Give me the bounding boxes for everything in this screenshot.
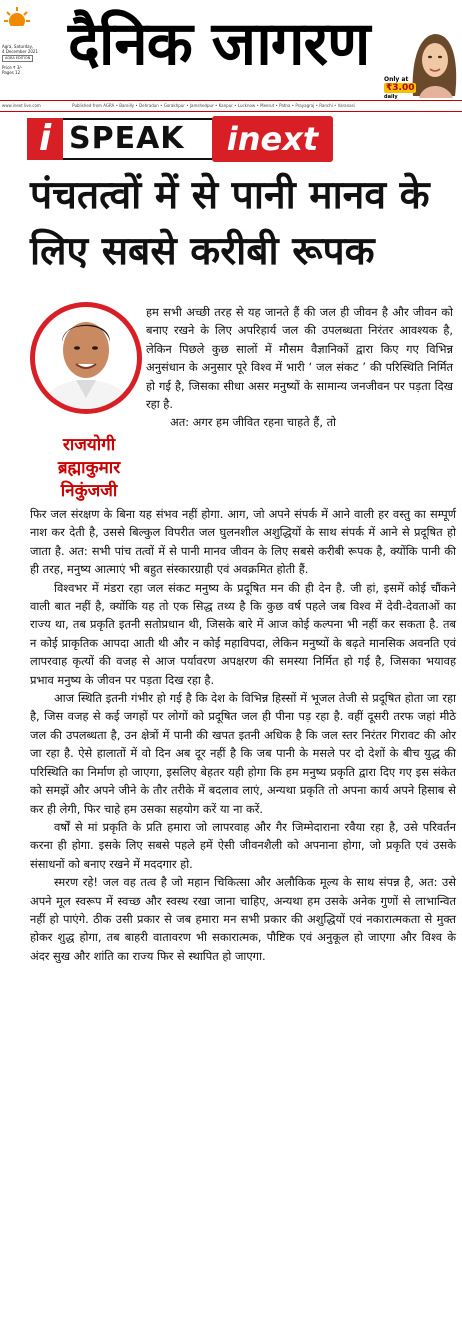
paragraph-5: वर्षों से मां प्रकृति के प्रति हमारा जो लापरवाह और गैर जिम्मेदाराना रवैया रहा है, उसे परिवर्तन करना ही होगा. इसके लिए सबसे पहले हमें ऐसी जीवनशैली को अपनाना होगा, जो प्रकृति एवं उसके संसाधनों को बनाए रखने में मददगार हो. [30, 819, 456, 871]
offer-amount: ₹3.00 [386, 83, 415, 93]
price-offer-badge [384, 76, 416, 101]
ispeak-i-letter: i [27, 118, 63, 160]
paragraph-6: स्मरण रहे! जल वह तत्व है जो महान चिकित्सा और अलौकिक मूल्य के साथ संपन्न है, अत: उसे अपने मूल स्वरूप में स्वच्छ और स्वस्थ रखा जाना चाहिए, अन्यथा हम उसके अनेक गुणों से लाभान्वित नहीं हो पाएंगे. ठीक उसी प्रकार से जब हमारा मन सभी प्रकार की अशुद्धियों एवं नकारात्मकता से मुक्त होकर शुद्ध होगा, तब बाहरी वातावरण भी सकारात्मक, पौष्टिक एवं अनुकूल हो जाएगा और विश्व के अंदर सुख और शांति का राज्य फिर से स्थापित हो जाएगा. [30, 875, 456, 963]
edition-badge: AGRA EDITION [2, 55, 33, 62]
offer-label: Only at [384, 76, 409, 83]
para2-rest: फिर जल संरक्षण के बिना यह संभव नहीं होगा. आग, जो अपने संपर्क में आने वाली हर वस्तु का सम्पूर्ण नाश कर देती है, उससे बिल्कुल विपरीत जल घुलनशील अशुद्धियों के साथ संपर्क में आने से प्रदूषित हो जाता है. अत: सभी पांच तत्वों में से पानी मानव जीवन के लिए सबसे करीबी रूपक है, क्योंकि पानी की ही तरह, मनुष्य आत्माएं भी बहुत संस्कारग्राही एवं अवक्रमित होती हैं. [30, 507, 456, 577]
author-name [42, 434, 136, 503]
offer-daily: daily [384, 94, 398, 100]
para2-start: अत: अगर हम जीवित रहना चाहते हैं, तो [170, 415, 337, 430]
pages-text: Pages 12 [2, 70, 21, 75]
place-date: Agra, Saturday, [2, 44, 34, 49]
author-given-name: निकुंजजी [60, 481, 118, 501]
sun-logo-icon [4, 6, 30, 32]
ispeak-logo [27, 118, 216, 160]
article-headline: पंचतत्वों में से पानी मानव के लिए सबसे करीबी रूपक [30, 173, 430, 274]
author-portrait [28, 298, 144, 432]
price-text: Price ₹ 3/- [2, 65, 23, 70]
author-org: ब्रह्माकुमार [57, 458, 121, 478]
edition-info [2, 44, 42, 75]
publication-bar [0, 100, 462, 112]
author-title: राजयोगी [62, 435, 116, 455]
paragraph-4: आज स्थिति इतनी गंभीर हो गई है कि देश के विभिन्न हिस्सों में भूजल तेजी से प्रदूषित होता जा रहा है, जिस वजह से कई जगहों पर लोगों को प्रदूषित जल ही पीना पड़ रहा है. वहीं दूसरी तरफ जहां मीठे जल की उपलब्धता है, उन क्षेत्रों में पानी की खपत इतनी अधिक है कि जल स्तर निरंतर गिरावट की ओर जा रहा है. ऐसे हालातों में वो दिन अब दूर नहीं है कि जब पानी के मसले पर दो देशों के बीच युद्ध की परिस्थिति का निर्माण हो जाएगा, इसलिए बेहतर यही होगा कि हम मनुष्य प्रकृति द्वारा दिए गए इस संकेत को समझें और अपने जीने के तौर तरीके में बदलाव लाएं, अन्यथा प्रकृति तो अपना कार्य अपने हिसाब से कर ही लेगी, फिर चाहे हम उसका सहयोग करें या ना करें. [30, 691, 456, 816]
publish-cities: Published from AGRA • Bareilly • Dehradun • Gorakhpur • Jamshedpur • Kanpur • Lucknow • Meerut • Patna • Prayagraj • Ranchi • Varanasi [72, 103, 355, 108]
issue-date: 4 December 2021 [2, 49, 39, 54]
intro-paragraph: हम सभी अच्छी तरह से यह जानते हैं की जल ही जीवन है और जीवन को बनाए रखने के लिए अपरिहार्य जल की उपलब्धता निरंतर आवश्यक है, लेकिन पिछले कुछ सालों में मौसम वैज्ञानिकों द्वारा किए गए विभिन्न अनुसंधान के अनुसार पूरे विश्व में भारी ‘ जल संकट ’ की परिस्थिति निर्मित हो गई है, जिसका सीधा असर मनुष्यों के सामान्य जनजीवन पर पड़ता दिख रहा है. [146, 305, 453, 412]
ispeak-text: SPEAK [63, 118, 216, 160]
website-link[interactable]: www.inext live.com [2, 103, 41, 108]
article-body [30, 505, 456, 965]
paragraph-3: विश्वभर में मंडरा रहा जल संकट मनुष्य के प्रदूषित मन की ही देन है. जी हां, इसमें कोई चौंकने वाली बात नहीं है, क्योंकि यह तो एक सिद्ध तथ्य है कि कुछ वर्ष पहले जब विश्व में देवी-देवताओं का राज्य था, तब प्रकृति इतनी सतोप्रधान थी, जिसके बारे में आज कोई कल्पना भी नहीं कर सकता है. तब न कोई प्राकृतिक आपदा आती थी और न कोई महाविपदा, लेकिन मनुष्यों के बढ़ते मानसिक अवनति एवं लापरवाह कृत्यों की वजह से आज पर्यावरण अपक्षरण की समस्या निर्मित हो गई है, जिसका भयावह प्रभाव मनुष्य के जीवन पर पड़ता दिख रहा है. [30, 580, 456, 687]
masthead [0, 0, 462, 100]
inext-logo: inext [212, 116, 333, 162]
article-intro [146, 303, 453, 432]
newspaper-title: दैनिक जागरण [68, 9, 370, 79]
